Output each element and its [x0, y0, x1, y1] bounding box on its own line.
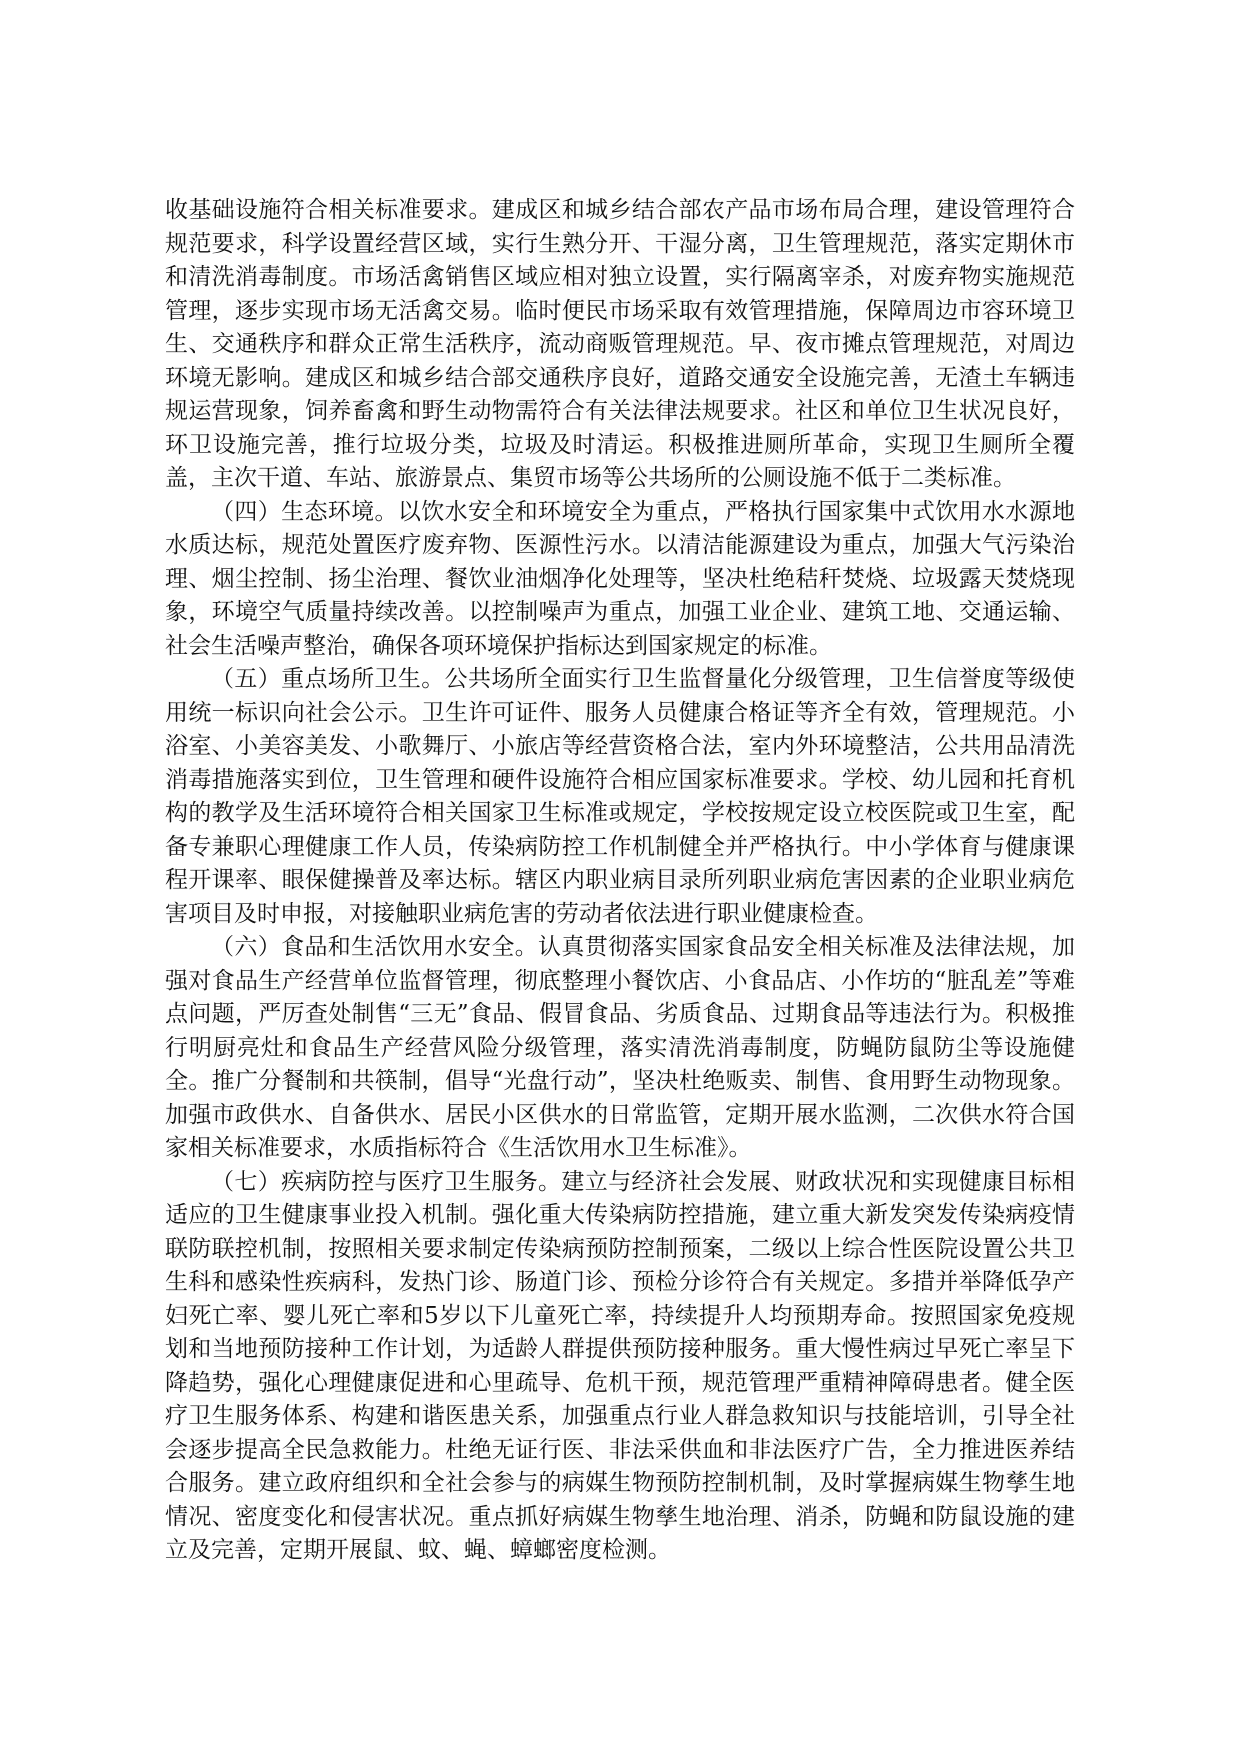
paragraph-key-venues-hygiene: （五）重点场所卫生。公共场所全面实行卫生监督量化分级管理，卫生信誉度等级使用统一标识向社会公示。卫生许可证件、服务人员健康合格证等齐全有效，管理规范。小浴室、小美容美发、小歌舞厅、小旅店等经营资格合法，室内外环境整洁，公共用品清洗消毒措施落实到位，卫生管理和硬件设施符合相应国家标准要求。学校、幼儿园和托育机构的教学及生活环境符合相关国家卫生标准或规定，学校按规定设立校医院或卫生室，配备专兼职心理健康工作人员，传染病防控工作机制健全并严格执行。中小学体育与健康课程开课率、眼保健操普及率达标。辖区内职业病目录所列职业病危害因素的企业职业病危害项目及时申报，对接触职业病危害的劳动者依法进行职业健康检查。: [165, 666, 1075, 927]
paragraph-ecological-environment: （四）生态环境。以饮水安全和环境安全为重点，严格执行国家集中式饮用水水源地水质达标，规范处置医疗废弃物、医源性污水。以清洁能源建设为重点，加强大气污染治理、烟尘控制、扬尘治理、餐饮业油烟净化处理等，坚决杜绝秸秆焚烧、垃圾露天焚烧现象，环境空气质量持续改善。以控制噪声为重点，加强工业企业、建筑工地、交通运输、社会生活噪声整治，确保各项环境保护指标达到国家规定的标准。: [165, 498, 1075, 659]
paragraph-disease-control-medical-services: （七）疾病防控与医疗卫生服务。建立与经济社会发展、财政状况和实现健康目标相适应的卫生健康事业投入机制。强化重大传染病防控措施，建立重大新发突发传染病疫情联防联控机制，按照相关要求制定传染病预防控制预案，二级以上综合性医院设置公共卫生科和感染性疾病科，发热门诊、肠道门诊、预检分诊符合有关规定。多措并举降低孕产妇死亡率、婴儿死亡率和5岁以下儿童死亡率，持续提升人均预期寿命。按照国家免疫规划和当地预防接种工作计划，为适龄人群提供预防接种服务。重大慢性病过早死亡率呈下降趋势，强化心理健康促进和心里疏导、危机干预，规范管理严重精神障碍患者。健全医疗卫生服务体系、构建和谐医患关系，加强重点行业人群急救知识与技能培训，引导全社会逐步提高全民急救能力。杜绝无证行医、非法采供血和非法医疗广告，全力推进医养结合服务。建立政府组织和全社会参与的病媒生物预防控制机制，及时掌握病媒生物孳生地情况、密度变化和侵害状况。重点抓好病媒生物孳生地治理、消杀，防蝇和防鼠设施的建立及完善，定期开展鼠、蚊、蝇、蟑螂密度检测。: [165, 1168, 1075, 1563]
document-body: [165, 194, 1075, 1568]
paragraph-market-sanitation: 收基础设施符合相关标准要求。建成区和城乡结合部农产品市场布局合理，建设管理符合规范要求，科学设置经营区域，实行生熟分开、干湿分离，卫生管理规范，落实定期休市和清洗消毒制度。市场活禽销售区域应相对独立设置，实行隔离宰杀，对废弃物实施规范管理，逐步实现市场无活禽交易。临时便民市场采取有效管理措施，保障周边市容环境卫生、交通秩序和群众正常生活秩序，流动商贩管理规范。早、夜市摊点管理规范，对周边环境无影响。建成区和城乡结合部交通秩序良好，道路交通安全设施完善，无渣土车辆违规运营现象，饲养畜禽和野生动物需符合有关法律法规要求。社区和单位卫生状况良好，环卫设施完善，推行垃圾分类，垃圾及时清运。积极推进厕所革命，实现卫生厕所全覆盖，主次干道、车站、旅游景点、集贸市场等公共场所的公厕设施不低于二类标准。: [165, 197, 1075, 491]
paragraph-food-water-safety: （六）食品和生活饮用水安全。认真贯彻落实国家食品安全相关标准及法律法规，加强对食品生产经营单位监督管理，彻底整理小餐饮店、小食品店、小作坊的“脏乱差”等难点问题，严厉查处制售“三无”食品、假冒食品、劣质食品、过期食品等违法行为。积极推行明厨亮灶和食品生产经营风险分级管理，落实清洗消毒制度，防蝇防鼠防尘等设施健全。推广分餐制和共筷制，倡导“光盘行动”，坚决杜绝贩卖、制售、食用野生动物现象。加强市政供水、自备供水、居民小区供水的日常监管，定期开展水监测，二次供水符合国家相关标准要求，水质指标符合《生活饮用水卫生标准》。: [165, 934, 1075, 1161]
